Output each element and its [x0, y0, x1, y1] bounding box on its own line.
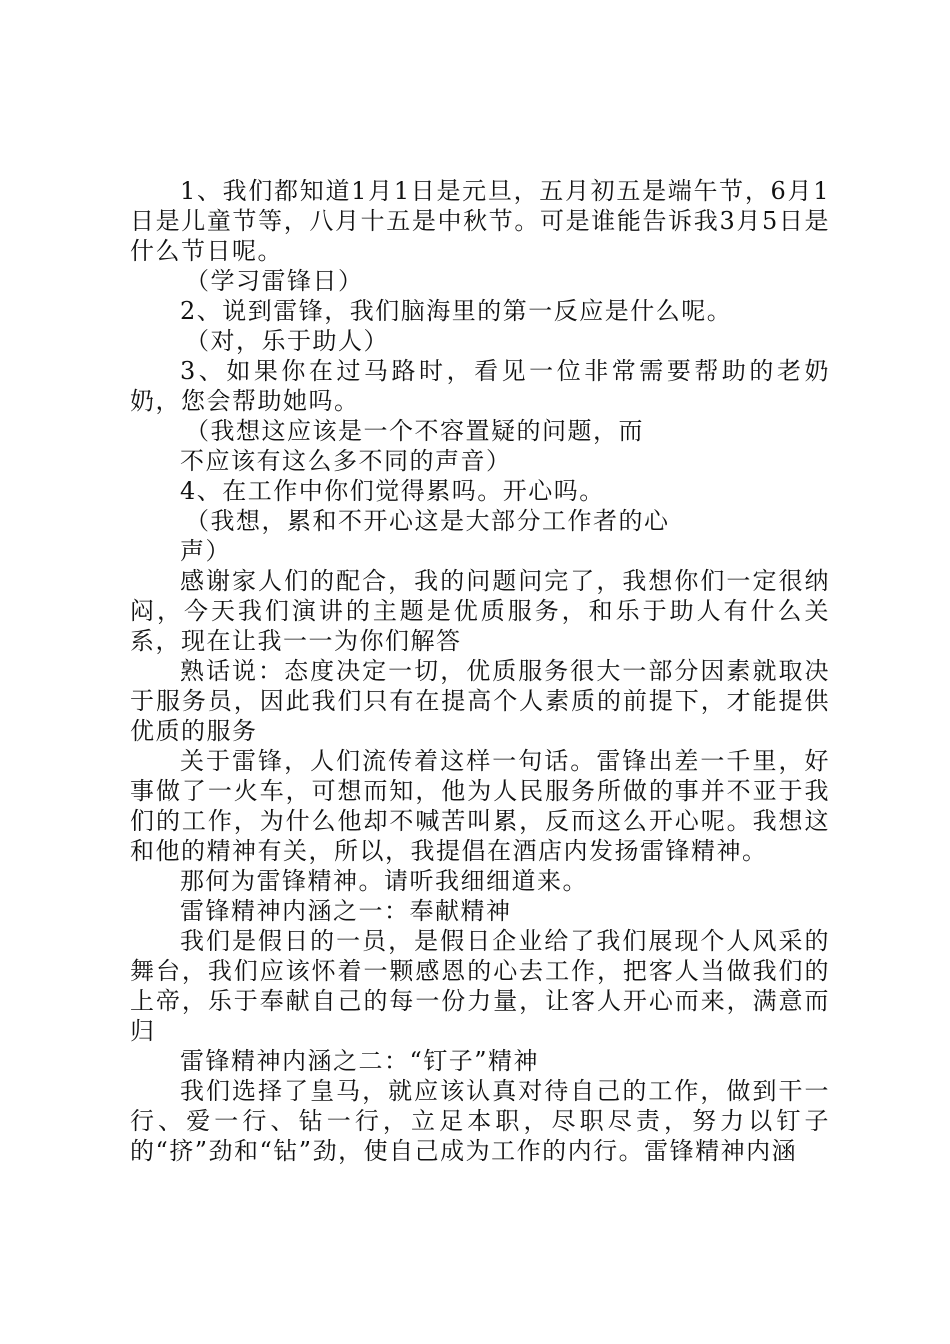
paragraph-question-4: 4、在工作中你们觉得累吗。开心吗。 [180, 477, 605, 505]
paragraph-thanks: 感谢家人们的配合，我的问题问完了，我想你们一定很纳闷，今天我们演讲的主题是优质服务，和乐于助人有什么关系，现在让我一一为你们解答 [130, 567, 830, 655]
paragraph-attitude: 熟话说：态度决定一切，优质服务很大一部分因素就取决于服务员，因此我们只有在提高个人素质的前提下，才能提供优质的服务 [130, 657, 830, 745]
heading-spirit-1: 雷锋精神内涵之一：奉献精神 [180, 897, 512, 925]
paragraph-question-2: 2、说到雷锋，我们脑海里的第一反应是什么呢。 [180, 297, 733, 325]
paragraph-lei-feng: 关于雷锋，人们流传着这样一句话。雷锋出差一千里，好事做了一火车，可想而知，他为人民服务所做的事并不亚于我们的工作，为什么他却不喊苦叫累，反而这么开心呢。我想这和他的精神有关，所以，我提倡在酒店内发扬雷锋精神。 [130, 747, 830, 865]
paragraph-dedication: 我们是假日的一员，是假日企业给了我们展现个人风采的舞台，我们应该怀着一颗感恩的心去工作，把客人当做我们的上帝，乐于奉献自己的每一份力量，让客人开心而来，满意而归 [130, 927, 830, 1045]
document-body [130, 176, 830, 1166]
paragraph-nail-spirit: 我们选择了皇马，就应该认真对待自己的工作，做到干一行、爱一行、钻一行，立足本职，尽职尽责，努力以钉子的“挤”劲和“钻”劲，使自己成为工作的内行。雷锋精神内涵 [130, 1077, 830, 1165]
paragraph-what-is-spirit: 那何为雷锋精神。请听我细细道来。 [180, 867, 588, 895]
answer-1: （学习雷锋日） [185, 267, 364, 295]
paragraph-question-1: 1、我们都知道1月1日是元旦，五月初五是端午节，6月1日是儿童节等，八月十五是中秋节。可是谁能告诉我3月5日是什么节日呢。 [130, 177, 830, 265]
heading-spirit-2: 雷锋精神内涵之二：“钉子”精神 [180, 1047, 540, 1075]
answer-4-line-1: （我想，累和不开心这是大部分工作者的心 [185, 507, 670, 535]
answer-3-line-2: 不应该有这么多不同的声音） [180, 447, 512, 475]
answer-3-line-1: （我想这应该是一个不容置疑的问题，而 [185, 417, 644, 445]
paragraph-question-3: 3、如果你在过马路时，看见一位非常需要帮助的老奶奶，您会帮助她吗。 [130, 357, 830, 415]
answer-4-line-2: 声） [180, 537, 231, 565]
answer-2: （对，乐于助人） [185, 327, 389, 355]
